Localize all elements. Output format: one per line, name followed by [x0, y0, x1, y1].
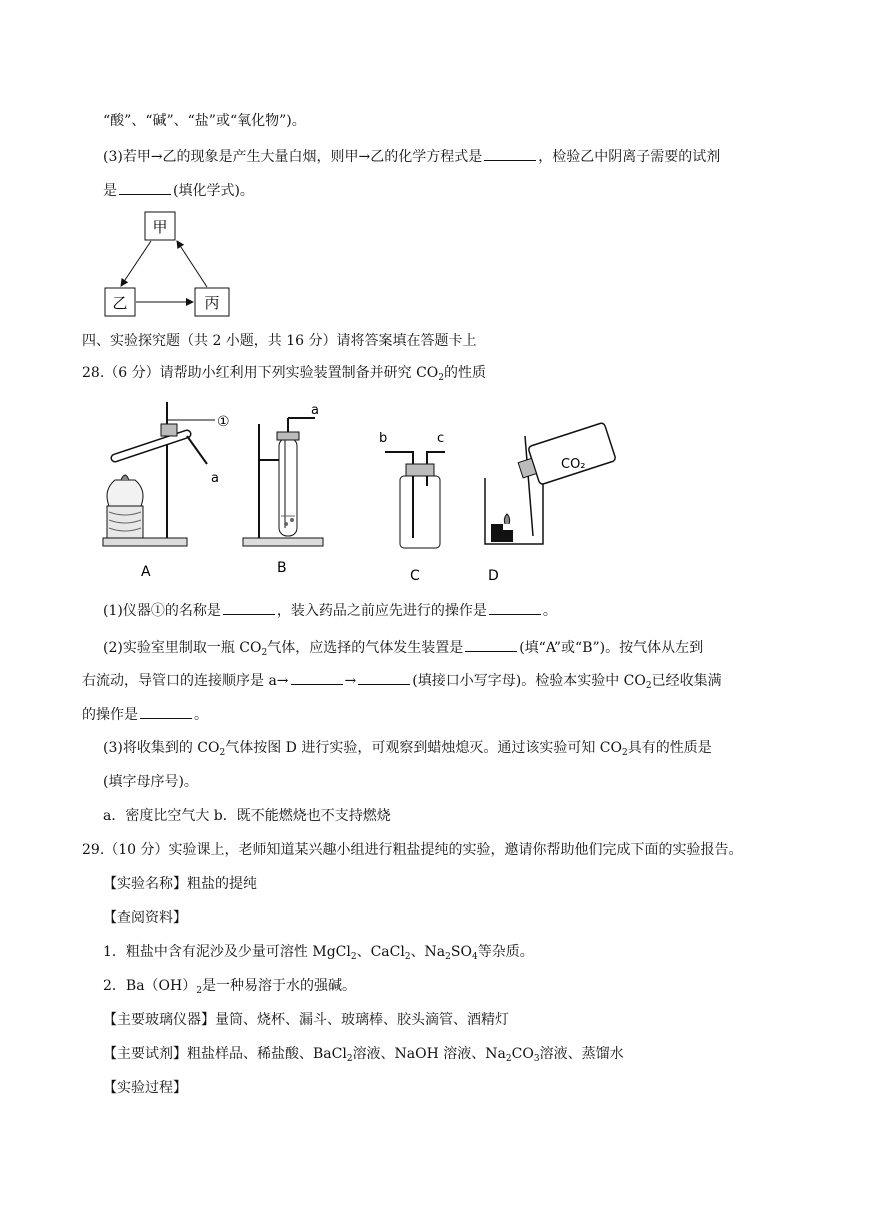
q27-part3-line2: 是 (填化学式)。: [103, 180, 254, 201]
q28-part2: (2)实验室里制取一瓶 $CO_2$气体，应选择的气体发生装置是 (填“A”或“B”)。按气体从左到: [103, 637, 703, 658]
answer-blank[interactable]: [223, 600, 275, 615]
port-b-label: b: [379, 431, 388, 446]
answer-blank[interactable]: [291, 670, 343, 685]
q29-reference-item1: 1．粗盐中含有泥沙及少量可溶性 MgCl$_2$、CaCl$_2$、$Na_2SO_4$等杂质。: [103, 944, 534, 962]
answer-blank[interactable]: [484, 146, 536, 161]
bottle-label: CO₂: [561, 457, 586, 472]
q29-experiment-name: 【实验名称】粗盐的提纯: [103, 876, 257, 892]
q29-reference-heading: 【查阅资料】: [103, 910, 187, 926]
q28-part2-line2: 右流动，导管口的连接顺序是 a→ → (填接口小写字母)。检验本实验中 $CO_2$已经收集满: [82, 670, 722, 691]
q29-reagents: 【主要试剂】粗盐样品、稀盐酸、BaCl$_2$溶液、NaOH 溶液、$Na_2CO_3$溶液、蒸馏水: [103, 1046, 624, 1064]
label-C: C: [410, 568, 420, 584]
q29-reference-item2: 2．$Ba(OH)_2$是一种易溶于水的强碱。: [103, 978, 356, 996]
arrow-bing-to-jia: [177, 241, 207, 287]
label-D: D: [488, 568, 499, 584]
q28-title: 28.（6 分）请帮助小红利用下列实验装置制备并研究 $CO_2$的性质: [82, 365, 486, 383]
answer-blank[interactable]: [489, 600, 541, 615]
apparatus-C: [379, 431, 445, 584]
node-jia: 甲: [152, 218, 168, 236]
q28-options: a．密度比空气大 b．既不能燃烧也不支持燃烧: [103, 808, 391, 824]
q28-part2-line3: 的操作是 。: [82, 704, 208, 725]
q28-part3: (3)将收集到的 $CO_2$气体按图 D 进行实验，可观察到蜡烛熄灭。通过该实验可知 $CO_2$具有的性质是: [103, 740, 712, 758]
port-a-label: a: [211, 471, 219, 486]
answer-blank[interactable]: [140, 704, 192, 719]
answer-blank[interactable]: [119, 180, 171, 195]
q29-glassware: 【主要玻璃仪器】量筒、烧杯、漏斗、玻璃棒、胶头滴管、酒精灯: [103, 1012, 509, 1028]
q28-part3-line2: (填字母序号)。: [103, 774, 198, 790]
answer-blank[interactable]: [465, 637, 517, 652]
q29-title: 29.（10 分）实验课上，老师知道某兴趣小组进行粗盐提纯的实验，邀请你帮助他们完成下面的实验报告。: [82, 842, 743, 858]
relation-diagram: [95, 208, 245, 320]
port-a-label-B: a: [311, 403, 319, 418]
apparatus-B: [243, 403, 323, 576]
arrow-jia-to-yi: [121, 241, 151, 286]
node-yi: 乙: [112, 294, 128, 312]
node-bing: 丙: [204, 294, 220, 312]
apparatus-A: [103, 402, 219, 580]
q28-part1: (1)仪器①的名称是 ，装入药品之前应先进行的操作是 。: [103, 600, 557, 621]
section-heading: 四、实验探究题（共 2 小题，共 16 分）请将答案填在答题卡上: [82, 333, 477, 349]
label-B: B: [277, 560, 287, 576]
q27-part3-line: (3)若甲→乙的现象是产生大量白烟，则甲→乙的化学方程式是 ，检验乙中阴离子需要的试剂: [103, 146, 720, 167]
marker-1: ①: [217, 414, 230, 430]
answer-blank[interactable]: [358, 670, 410, 685]
apparatus-figure: [95, 398, 625, 590]
port-c-label: c: [437, 431, 445, 446]
apparatus-D: [485, 422, 616, 584]
q27-text-line: “酸”、“碱”、“盐”或“氧化物”)。: [103, 113, 306, 129]
q29-process-heading: 【实验过程】: [103, 1080, 187, 1096]
label-A: A: [141, 564, 151, 580]
